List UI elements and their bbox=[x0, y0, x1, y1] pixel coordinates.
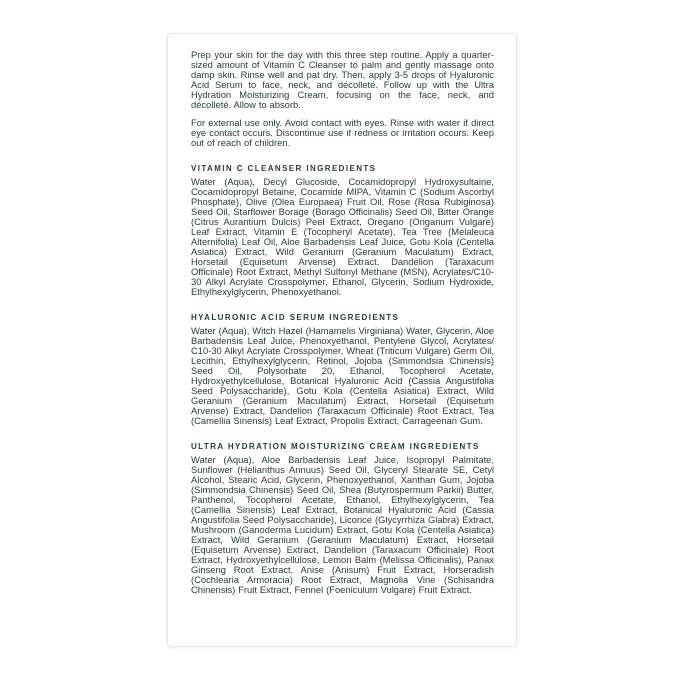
cleanser-ingredients-section bbox=[191, 164, 494, 297]
cream-ingredients-list: Water (Aqua), Aloe Barbadensis Leaf Juice, Isopropyl Palmitate, Sunflower (Helianthus Annuus) Seed Oil, Glyceryl Stearate SE, Cetyl Alcohol, Stearic Acid, Glycerin, Phenoxyethanol, Xanthan Gum, Jojoba (Simmondsia Chinensis) Seed Oil, Shea (Butyrospermum Parkii) Butter, Panthenol, Tocopherol Acetate, Ethanol, Ethylhexylglycerin, Tea (Camellia Sinensis) Leaf Extract, Botanical Hyaluronic Acid (Cassia Angustifolia Seed Polysaccharide), Licorice (Glycyrrhiza Glabra) Extract, Mushroom (Ganoderma Lucidum) Extract, Gotu Kola (Centella Asiatica) Extract, Wild Geranium (Geranium Maculatum) Extract, Horsetail (Equisetum Arvense) Extract, Dandelion (Taraxacum Officinale) Root Extract, Hydroxyethylcellulose, Lemon Balm (Melissa Officinalis), Panax Ginseng Root Extract, Anise (Anisum) Fruit Extract, Horseradish (Cochlearia Armoracia) Root Extract, Magnolia Vine (Schisandra Chinensis) Fruit Extract, Fennel (Foeniculum Vulgare) Fruit Extract. bbox=[191, 454, 494, 595]
directions-paragraph: Prep your skin for the day with this three step routine. Apply a quarter-sized amount of Vitamin C Cleanser to palm and gently massage onto damp skin. Rinse well and pat dry. Then, apply 3-5 drops of Hyaluronic Acid Serum to face, neck, and décolleté. Follow up with the Ultra Hydration Moisturizing Cream, focusing on the face, neck, and décolleté. Allow to absorb. bbox=[191, 49, 494, 110]
cream-ingredients-section bbox=[191, 442, 494, 595]
serum-ingredients-heading: HYALURONIC ACID SERUM INGREDIENTS bbox=[191, 313, 400, 322]
serum-ingredients-list: Water (Aqua), Witch Hazel (Hamamelis Virginiana) Water, Glycerin, Aloe Barbadensis Leaf Juice, Phenoxyethanol, Pentylene Glycol, Acrylates/ C10-30 Alkyl Acrylate Crosspolymer, Wheat (Triticum Vulgare) Germ Oil, Lecithin, Ethylhexylglycerin, Retinol, Jojoba (Simmondsia Chinensis) Seed Oil, Polysorbate 20, Ethanol, Tocopherol Acetate, Hydroxyethylcellulose, Botanical Hyaluronic Acid (Cassia Angustifolia Seed Polysaccharide), Gotu Kola (Centella Asiatica) Extract, Wild Geranium (Geranium Maculatum) Extract, Horsetail (Equisetum Arvense) Extract, Dandelion (Taraxacum Officinale) Root Extract, Tea (Camellia Sinensis) Leaf Extract, Propolis Extract, Carrageenan Gum. bbox=[191, 325, 494, 426]
warning-paragraph: For external use only. Avoid contact with eyes. Rinse with water if direct eye contact occurs. Discontinue use if redness or irritation occurs. Keep out of reach of children. bbox=[191, 117, 494, 148]
cleanser-ingredients-heading: VITAMIN C CLEANSER INGREDIENTS bbox=[191, 164, 377, 173]
cream-ingredients-heading: ULTRA HYDRATION MOISTURIZING CREAM INGREDIENTS bbox=[191, 442, 480, 451]
serum-ingredients-section bbox=[191, 313, 494, 426]
cleanser-ingredients-list: Water (Aqua), Decyl Glucoside, Cocamidopropyl Hydroxysultaine, Cocamidopropyl Betaine, Cocamide MIPA, Vitamin C (Sodium Ascorbyl Phosphate), Olive (Olea Europaea) Fruit Oil, Rose (Rosa Rubiginosa) Seed Oil, Starflower Borage (Borago Officinalis) Seed Oil, Bitter Orange (Citrus Aurantium Dulcis) Peel Extract, Oregano (Origanum Vulgare) Leaf Extract, Vitamin E (Tocopheryl Acetate), Tea Tree (Melaleuca Alternifolia) Leaf Oil, Aloe Barbadensis Leaf Juice, Gotu Kola (Centella Asiatica) Extract, Wild Geranium (Geranium Maculatum) Extract, Horsetail (Equisetum Arvense) Extract, Dandelion (Taraxacum Officinale) Root Extract, Methyl Sulfonyl Methane (MSN), Acrylates/C10-30 Alkyl Acrylate Crosspolymer, Ethanol, Glycerin, Sodium Hydroxide, Ethylhexylglycerin, Phenoxyethanol. bbox=[191, 176, 494, 297]
product-label-card bbox=[167, 33, 517, 647]
